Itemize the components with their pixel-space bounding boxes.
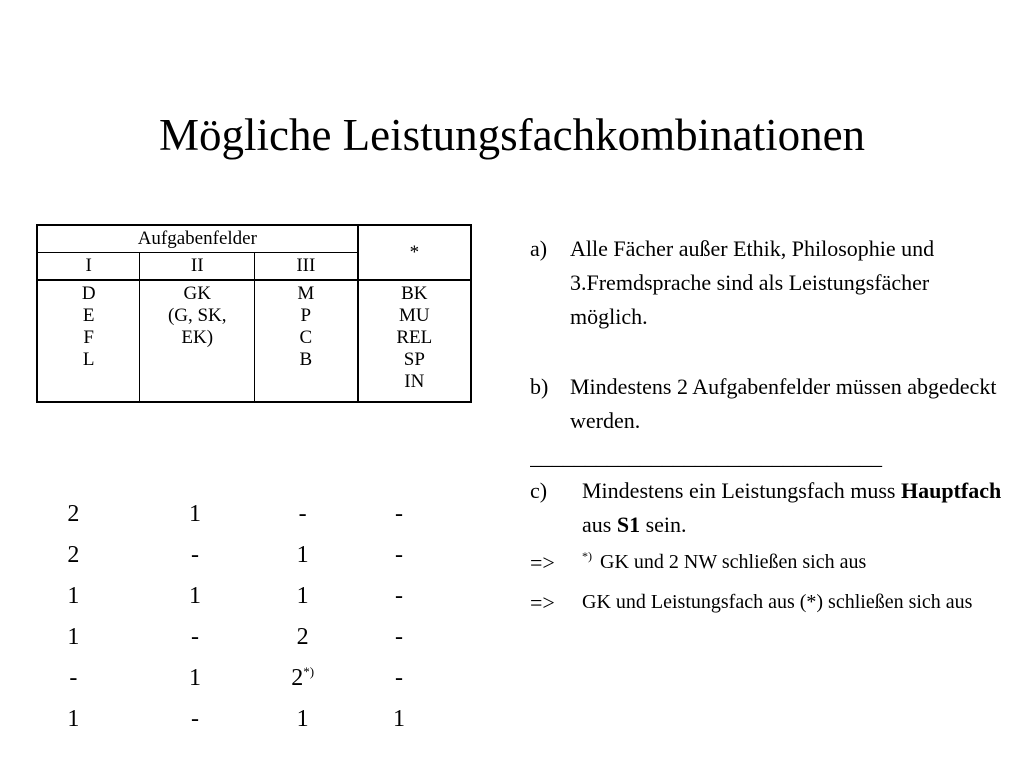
combo-value: - — [395, 542, 403, 568]
subject-fields-table — [36, 224, 472, 403]
combo-value: 1 — [189, 501, 202, 527]
column-header-iii: III — [255, 253, 358, 281]
combination-row — [36, 494, 472, 535]
combination-row — [36, 535, 472, 576]
subject-d: D — [81, 283, 96, 304]
note-text — [582, 474, 1010, 542]
note-arrow-1 — [530, 546, 1010, 580]
combo-value: 1 — [296, 706, 309, 732]
subject-f: F — [83, 327, 94, 348]
column-header-i: I — [37, 253, 140, 281]
star-header: * — [358, 225, 471, 280]
subject-in: IN — [404, 371, 425, 392]
note-b — [530, 370, 1010, 438]
note-text-part: GK und 2 NW schließen sich aus — [600, 551, 867, 573]
combo-value: 1 — [296, 583, 309, 609]
note-text — [582, 546, 1010, 580]
subject-sp: SP — [403, 349, 425, 370]
table-header-row — [37, 225, 471, 253]
combo-value: 2 — [67, 542, 80, 568]
subject-p: P — [300, 305, 312, 326]
subject-e: E — [82, 305, 95, 326]
rules-notes — [530, 232, 1010, 620]
note-a — [530, 232, 1010, 334]
note-arrow-2 — [530, 586, 1010, 620]
combo-value: - — [395, 665, 403, 691]
note-text-bold: S1 — [616, 512, 641, 537]
subject-b: B — [299, 349, 313, 370]
field-i-subjects — [37, 280, 140, 402]
arrow-marker: => — [530, 550, 555, 575]
subject-rel: REL — [396, 327, 433, 348]
subject-gk-detail-1: (G, SK, — [167, 305, 227, 326]
combo-value: 1 — [67, 583, 80, 609]
column-header-ii: II — [140, 253, 255, 281]
combo-value-with-note — [279, 658, 326, 699]
slide-title: Mögliche Leistungsfachkombinationen — [158, 110, 866, 160]
field-ii-subjects — [140, 280, 255, 402]
subject-m: M — [297, 283, 315, 304]
note-text-part: sein. — [640, 512, 687, 537]
aufgabenfelder-header: Aufgabenfelder — [37, 225, 358, 253]
combo-value: 1 — [189, 583, 202, 609]
note-c — [530, 474, 1010, 542]
combination-row — [36, 617, 472, 658]
note-text: GK und Leistungsfach aus (*) schließen sich aus — [582, 591, 973, 613]
note-marker: c) — [530, 478, 548, 503]
field-iii-subjects — [255, 280, 358, 402]
combo-value: 1 — [393, 706, 405, 732]
arrow-marker: => — [530, 590, 555, 615]
combo-value: - — [395, 624, 403, 650]
note-marker: b) — [530, 374, 549, 399]
combo-value: 2 — [296, 624, 309, 650]
combo-value: 2 — [291, 665, 304, 691]
note-text: Mindestens 2 Aufgabenfelder müssen abgedeckt werden. — [570, 374, 997, 433]
combo-value: - — [191, 542, 200, 568]
combination-grid — [36, 494, 472, 740]
combo-value: 2 — [67, 501, 80, 527]
combination-row — [36, 576, 472, 617]
footnote-marker: *) — [303, 664, 315, 679]
combo-value: - — [191, 706, 200, 732]
subject-gk: GK — [183, 283, 211, 304]
subject-l: L — [82, 349, 95, 370]
star-subjects — [358, 280, 471, 402]
table-row — [37, 280, 471, 402]
combo-value: - — [69, 665, 78, 691]
note-text-part: Mindestens ein Leistungsfach muss — [582, 478, 901, 503]
footnote-marker: *) — [582, 549, 592, 564]
note-text-part: aus — [582, 512, 617, 537]
combination-row — [36, 658, 472, 699]
combo-value: 1 — [67, 624, 80, 650]
combo-value: - — [191, 624, 200, 650]
combo-value: 1 — [296, 542, 309, 568]
combo-value: - — [395, 501, 403, 527]
combo-value: 1 — [189, 665, 202, 691]
combo-value: 1 — [67, 706, 80, 732]
note-text: Alle Fächer außer Ethik, Philosophie und 3.Fremdsprache sind als Leistungsfächer möglich. — [570, 236, 935, 329]
combo-value: - — [395, 583, 403, 609]
subject-bk: BK — [401, 283, 428, 304]
separator-line: ________________________________ — [530, 446, 882, 468]
note-marker: a) — [530, 236, 548, 261]
combination-row — [36, 699, 472, 740]
note-text-bold: Hauptfach — [900, 478, 1002, 503]
subject-gk-detail-2: EK) — [181, 327, 214, 348]
combo-value: - — [298, 501, 307, 527]
subject-c: C — [299, 327, 313, 348]
subject-mu: MU — [399, 305, 430, 326]
